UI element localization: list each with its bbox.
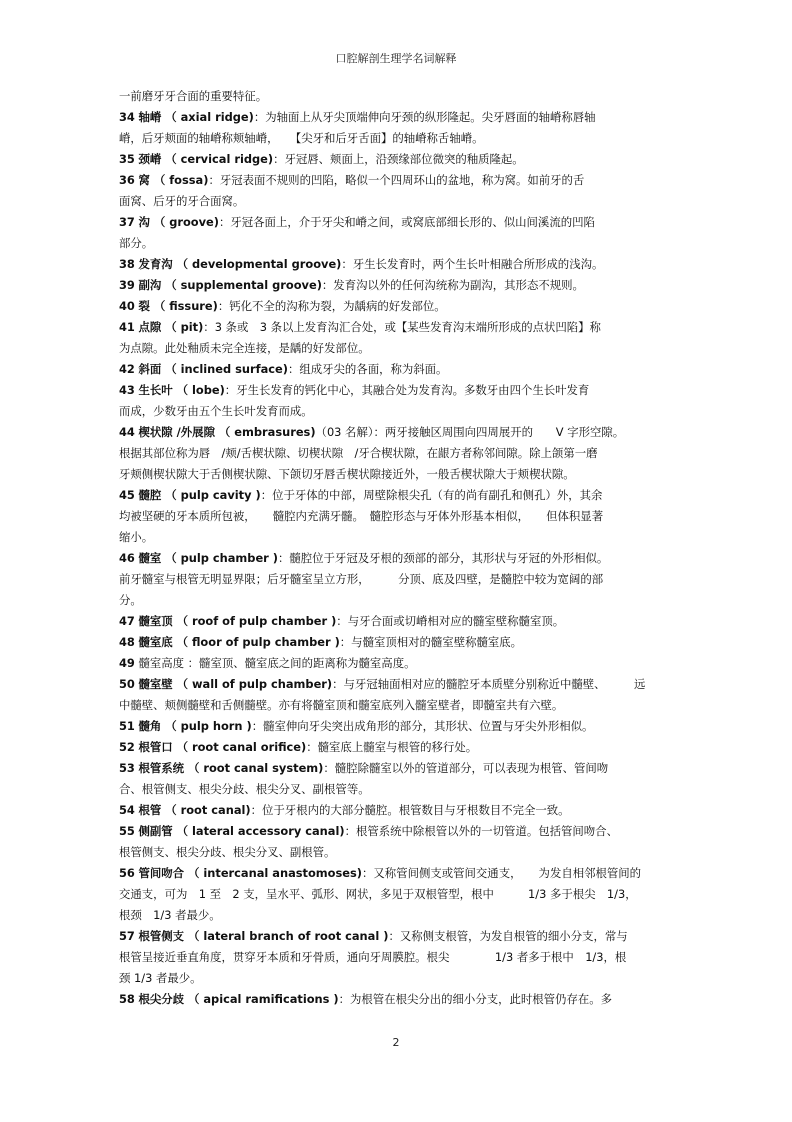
text-line: [119, 842, 679, 863]
term-heading: 颈嵴 （ cervical ridge): [138, 152, 274, 166]
term-definition: ：发育沟以外的任何沟统称为副沟，其形态不规则。: [321, 278, 584, 292]
text-line: [119, 233, 679, 254]
term-number: 46: [119, 551, 135, 565]
term-number: 55: [119, 824, 135, 838]
term-definition: 前牙髓室与根管无明显界限；后牙髓室呈立方形， 分顶、底及四壁，是髓腔中较为宽阔的部: [119, 572, 604, 586]
text-line: [119, 527, 679, 548]
term-definition: ：钙化不全的沟称为裂，为龋病的好发部位。: [217, 299, 446, 313]
term-number: 44: [119, 425, 135, 439]
text-line: [119, 737, 679, 758]
text-line: [119, 968, 679, 989]
text-line: [119, 275, 679, 296]
text-line: [119, 170, 679, 191]
term-number: 57: [119, 929, 135, 943]
text-line: [119, 884, 679, 905]
term-heading: 髓室顶 （ roof of pulp chamber ): [138, 614, 337, 628]
text-line: [119, 611, 679, 632]
text-line: [119, 905, 679, 926]
term-number: 50: [119, 677, 135, 691]
text-line: [119, 632, 679, 653]
term-heading: 沟 （ groove): [138, 215, 219, 229]
term-heading: 髓室 （ pulp chamber ): [138, 551, 278, 565]
text-line: [119, 380, 679, 401]
text-line: [119, 485, 679, 506]
term-number: 58: [119, 992, 135, 1006]
term-definition: 根据其部位称为唇 /颊/舌楔状隙、切楔状隙 /牙合楔状隙，在龈方者称邻间隙。除上颌第一磨: [119, 446, 598, 460]
text-line: [119, 800, 679, 821]
term-heading: 髓角 （ pulp horn ): [138, 719, 252, 733]
term-definition: 均被坚硬的牙本质所包被， 髓腔内充满牙髓。 髓腔形态与牙体外形基本相似， 但体积显著: [119, 509, 604, 523]
term-heading: 根尖分歧 （ apical ramifications ): [138, 992, 339, 1006]
term-heading: 斜面 （ inclined surface): [138, 362, 288, 376]
term-definition: ：牙冠唇、颊面上，沿颈缘部位微突的釉质隆起。: [273, 152, 524, 166]
text-line: [119, 149, 679, 170]
term-heading: 楔状隙 /外展隙 （ embrasures): [138, 425, 316, 439]
term-definition: 根管侧支、根尖分歧、根尖分叉、副根管。: [119, 845, 336, 859]
term-number: 41: [119, 320, 135, 334]
term-definition: ：3 条或 3 条以上发育沟汇合处，或【某些发育沟末端所形成的点状凹陷】称: [203, 320, 601, 334]
text-line: [119, 590, 679, 611]
term-heading: 根管口 （ root canal orifice): [138, 740, 307, 754]
text-line: [119, 758, 679, 779]
term-heading: 发育沟 （ developmental groove): [138, 257, 342, 271]
term-number: 48: [119, 635, 135, 649]
term-definition: ：牙冠各面上，介于牙尖和嵴之间，或窝底部细长形的、似山间溪流的凹陷: [218, 215, 595, 229]
text-line: [119, 569, 679, 590]
term-heading: 侧副管 （ lateral accessory canal): [138, 824, 345, 838]
term-definition: ：髓腔位于牙冠及牙根的颈部的部分，其形状与牙冠的外形相似。: [277, 551, 609, 565]
term-heading: 点隙 （ pit): [138, 320, 204, 334]
term-number: 53: [119, 761, 135, 775]
term-number: 42: [119, 362, 135, 376]
term-definition: ：牙生长发育的钙化中心，其融合处为发育沟。多数牙由四个生长叶发育: [224, 383, 590, 397]
term-definition: 根管呈接近垂直角度，贯穿牙本质和牙骨质，通向牙周膜腔。根尖 1/3 者多于根中 1/3，根: [119, 950, 627, 964]
term-number: 51: [119, 719, 135, 733]
term-definition: 交通支，可为 1 至 2 支，呈水平、弧形、网状，多见于双根管型，根中 1/3 多于根尖 1/3，: [119, 887, 637, 901]
term-number: 40: [119, 299, 135, 313]
term-number: 37: [119, 215, 135, 229]
term-heading: 副沟 （ supplemental groove): [138, 278, 322, 292]
term-number: 36: [119, 173, 135, 187]
text-line: [119, 821, 679, 842]
term-heading: 髓室壁 （ wall of pulp chamber): [138, 677, 333, 691]
text-line: [119, 317, 679, 338]
term-heading: 髓腔 （ pulp cavity ): [138, 488, 261, 502]
text-line: [119, 128, 679, 149]
term-number: 49: [119, 656, 135, 670]
text-line: [119, 254, 679, 275]
term-definition: 部分。: [119, 236, 154, 250]
term-number: 52: [119, 740, 135, 754]
term-definition: （03 名解）：两牙接触区周围向四周展开的 V 字形空隙。: [315, 425, 625, 439]
text-line: [119, 296, 679, 317]
term-definition: 缩小。: [119, 530, 154, 544]
term-number: 34: [119, 110, 135, 124]
term-heading: 窝 （ fossa): [138, 173, 209, 187]
text-line: [119, 989, 679, 1010]
term-definition: ：牙冠表面不规则的凹陷，略似一个四周环山的盆地，称为窝。如前牙的舌: [208, 173, 585, 187]
term-number: 56: [119, 866, 135, 880]
term-heading: 裂 （ fissure): [138, 299, 218, 313]
term-definition: ：髓腔除髓室以外的管道部分，可以表现为根管、管间吻: [323, 761, 609, 775]
term-definition: ：组成牙尖的各面，称为斜面。: [287, 362, 448, 376]
text-line: [119, 338, 679, 359]
term-definition: ：又称管间侧支或管间交通支， 为发自相邻根管间的: [362, 866, 642, 880]
text-line: [119, 947, 679, 968]
text-line: [119, 674, 679, 695]
term-number: 39: [119, 278, 135, 292]
term-definition: 分。: [119, 593, 142, 607]
text-line: [119, 506, 679, 527]
text-line: [119, 779, 679, 800]
page-number: 2: [392, 1036, 400, 1049]
text-line: [119, 443, 679, 464]
text-line: [119, 716, 679, 737]
term-number: 43: [119, 383, 135, 397]
text-line: [119, 191, 679, 212]
text-line: [119, 863, 679, 884]
term-definition: 为点隙。此处釉质未完全连接，是龋的好发部位。: [119, 341, 370, 355]
text-line: [119, 359, 679, 380]
term-definition: ：位于牙根内的大部分髓腔。根管数目与牙根数目不完全一致。: [250, 803, 570, 817]
term-definition: ：与牙合面或切嵴相对应的髓室壁称髓室顶。: [336, 614, 565, 628]
text-line: [119, 401, 679, 422]
text-line: [119, 695, 679, 716]
term-definition: 而成，少数牙由五个生长叶发育而成。: [119, 404, 313, 418]
term-number: 45: [119, 488, 135, 502]
document-body: [119, 86, 679, 1010]
term-definition: ：与髓室顶相对的髓室壁称髓室底。: [339, 635, 523, 649]
text-line: [119, 464, 679, 485]
term-definition: 中髓壁、颊侧髓壁和舌侧髓壁。亦有将髓室顶和髓室底列入髓室壁者，即髓室共有六壁。: [119, 698, 564, 712]
term-number: 47: [119, 614, 135, 628]
text-line: [119, 926, 679, 947]
term-heading: 生长叶 （ lobe): [138, 383, 225, 397]
term-definition: 嵴，后牙颊面的轴嵴称颊轴嵴， 【尖牙和后牙舌面】的轴嵴称舌轴嵴。: [119, 131, 484, 145]
term-definition: ：又称侧支根管，为发自根管的细小分支，常与: [388, 929, 628, 943]
text-line: [119, 86, 679, 107]
text-line: [119, 422, 679, 443]
term-definition: 合、根管侧支、根尖分歧、根尖分叉、副根管等。: [119, 782, 370, 796]
term-definition: ：位于牙体的中部，周壁除根尖孔（有的尚有副孔和侧孔）外，其余: [260, 488, 603, 502]
term-definition: 面窝、后牙的牙合面窝。: [119, 194, 245, 208]
text-line: [119, 212, 679, 233]
term-heading: 管间吻合 （ intercanal anastomoses): [138, 866, 362, 880]
page-header-title: 口腔解剖生理学名词解释: [335, 52, 457, 65]
term-definition: ：根管系统中除根管以外的一切管道。包括管间吻合、: [344, 824, 618, 838]
term-heading: 根管系统 （ root canal system): [138, 761, 324, 775]
text-line: [119, 653, 679, 674]
text-line: [119, 548, 679, 569]
term-definition: ：为根管在根尖分出的细小分支，此时根管仍存在。多: [338, 992, 613, 1006]
term-heading: 轴嵴 （ axial ridge): [138, 110, 254, 124]
text-line: [119, 107, 679, 128]
term-definition: ：为轴面上从牙尖顶端伸向牙颈的纵形隆起。尖牙唇面的轴嵴称唇轴: [253, 110, 596, 124]
term-definition: ：髓室底上髓室与根管的移行处。: [306, 740, 478, 754]
term-definition: 颈 1/3 者最少。: [119, 971, 202, 985]
term-definition: 根颈 1/3 者最少。: [119, 908, 221, 922]
term-heading: 根管侧支 （ lateral branch of root canal ): [138, 929, 389, 943]
term-number: 38: [119, 257, 135, 271]
term-number: 54: [119, 803, 135, 817]
term-heading: 髓室底 （ floor of pulp chamber ): [138, 635, 340, 649]
term-definition: 髓室高度 ：髓室顶、髓室底之间的距离称为髓室高度。: [138, 656, 416, 670]
term-definition: ：髓室伸向牙尖突出成角形的部分，其形状、位置与牙尖外形相似。: [251, 719, 594, 733]
term-definition: 一前磨牙牙合面的重要特征。: [119, 89, 268, 103]
term-heading: 根管 （ root canal): [138, 803, 251, 817]
term-number: 35: [119, 152, 135, 166]
term-definition: 牙颊侧楔状隙大于舌侧楔状隙、下颌切牙唇舌楔状隙接近外，一般舌楔状隙大于颊楔状隙。: [119, 467, 575, 481]
term-definition: ：与牙冠轴面相对应的髓腔牙本质壁分别称近中髓壁、 远: [332, 677, 646, 691]
term-definition: ：牙生长发育时，两个生长叶相融合所形成的浅沟。: [341, 257, 604, 271]
